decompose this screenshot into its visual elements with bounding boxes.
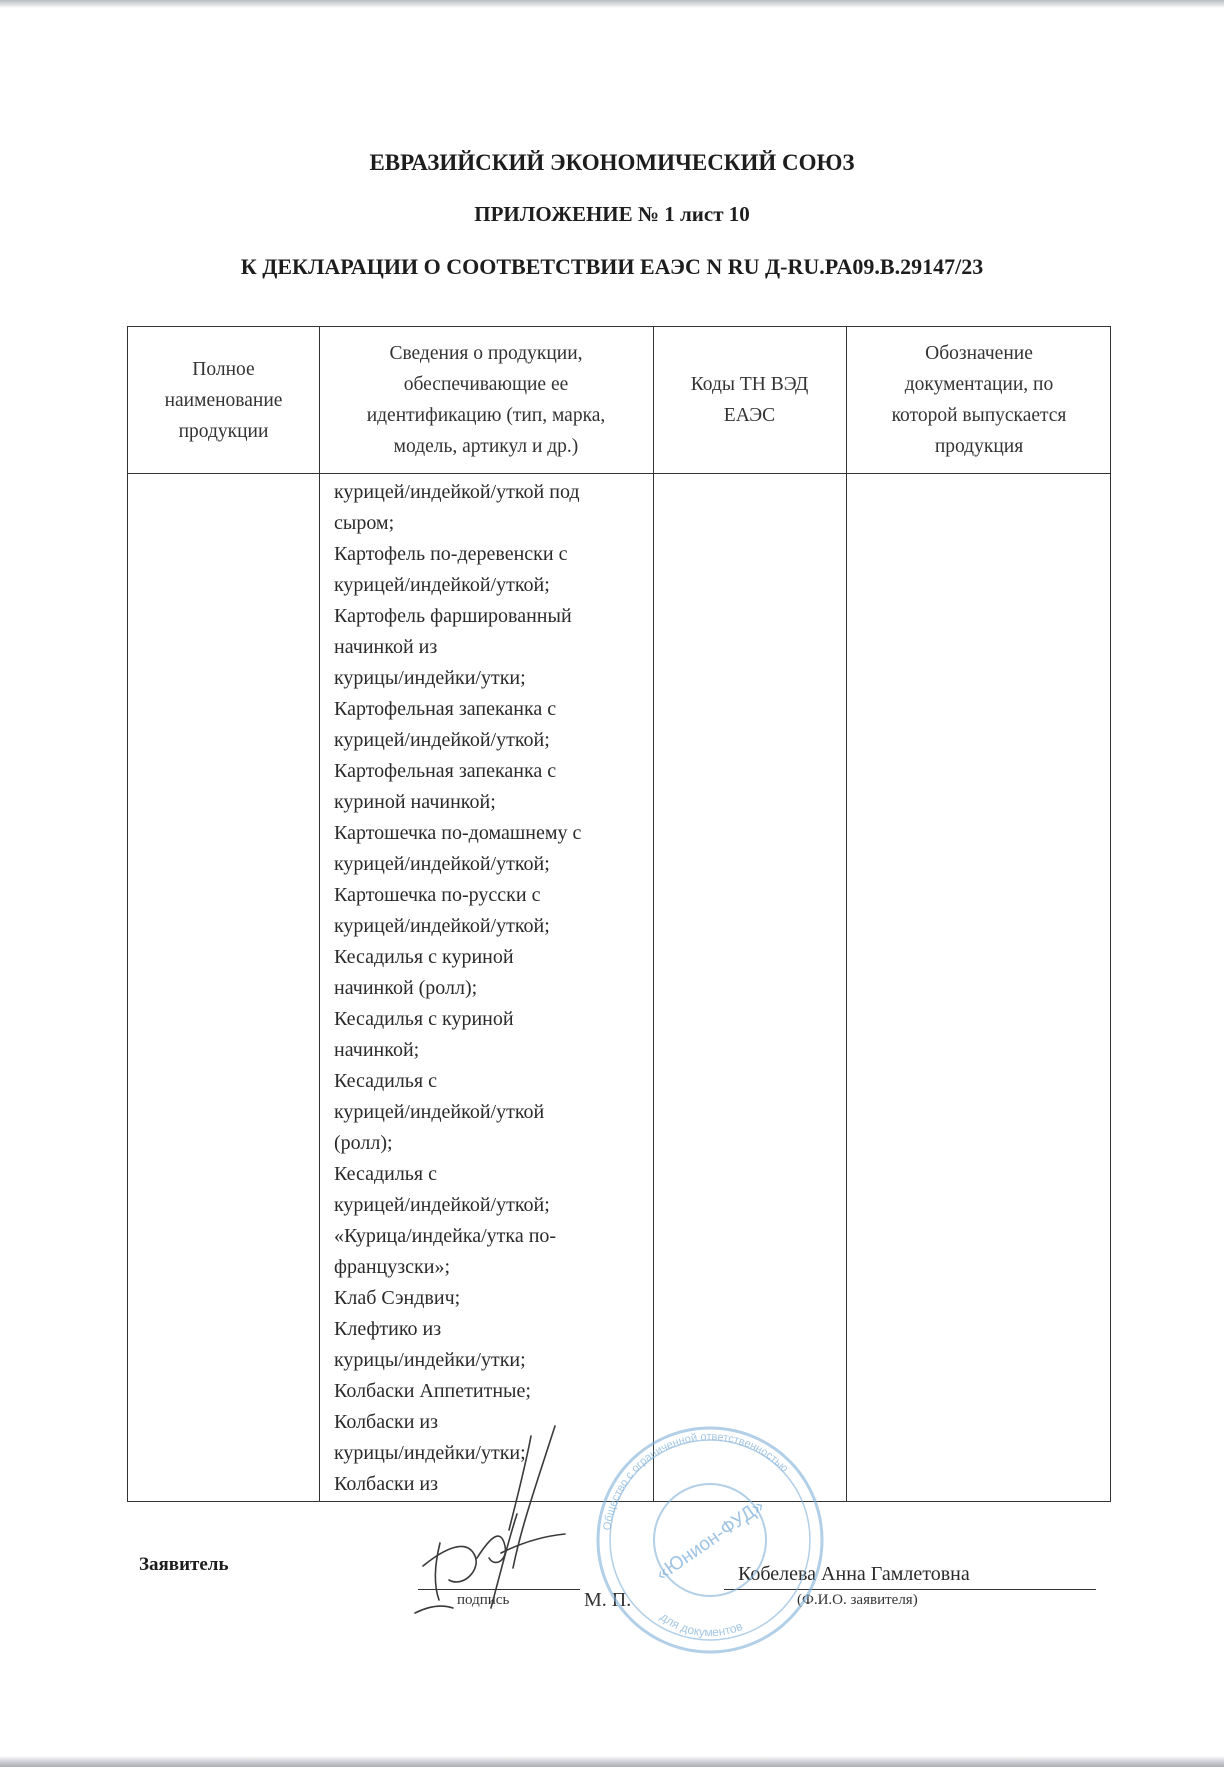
header-divider: [128, 473, 1110, 474]
product-table: [127, 326, 1111, 1502]
product-item-line: Картофель фаршированный: [334, 605, 572, 627]
product-item-line: Клефтико из: [334, 1318, 442, 1340]
product-item-line: курицей/индейкой/уткой;: [334, 729, 550, 751]
column-divider: [653, 327, 654, 1501]
product-item-line: Картошечка по-русски с: [334, 884, 541, 906]
column-divider: [319, 327, 320, 1501]
product-item-line: курицей/индейкой/уткой: [334, 1101, 545, 1123]
applicant-name: Кобелева Анна Гамлетовна: [738, 1563, 970, 1585]
product-item-line: Кесадилья с куриной: [334, 946, 514, 968]
header-documentation: Обозначение документации, по которой выпускается продукция: [891, 343, 1067, 457]
column-divider: [846, 327, 847, 1501]
product-item-line: курицы/индейки/утки;: [334, 1442, 526, 1464]
stamp-bottom-text: для документов: [657, 1609, 745, 1640]
product-item-line: французски»;: [334, 1256, 450, 1278]
union-title: ЕВРАЗИЙСКИЙ ЭКОНОМИЧЕСКИЙ СОЮЗ: [369, 150, 855, 175]
product-item-line: курицей/индейкой/уткой;: [334, 574, 550, 596]
product-item-line: начинкой из: [334, 636, 438, 658]
product-item-line: курицей/индейкой/уткой под: [334, 481, 580, 503]
product-items-list: [322, 477, 634, 1500]
product-item-line: Картофельная запеканка с: [334, 698, 557, 720]
header-product-name: Полное наименование продукции: [164, 358, 283, 442]
stamp-company-name: «Юнион-ФУД»: [652, 1495, 769, 1586]
product-item-line: Колбаски из: [334, 1473, 439, 1495]
header-tn-ved-codes: Коды ТН ВЭД ЕАЭС: [690, 374, 809, 426]
scan-edge-top: [0, 0, 1224, 8]
product-item-line: сыром;: [334, 512, 395, 534]
product-item-line: Картофель по-деревенски с: [334, 543, 568, 565]
scan-edge-bottom: [0, 1756, 1224, 1767]
product-item-line: курицы/индейки/утки;: [334, 667, 526, 689]
stamp-ring-text: Общество с ограниченной ответственностью: [601, 1430, 791, 1532]
product-item-line: Колбаски Аппетитные;: [334, 1380, 531, 1402]
svg-text:для документов: [658, 1610, 745, 1640]
declaration-title: К ДЕКЛАРАЦИИ О СООТВЕТСТВИИ ЕАЭС N RU Д-RU.PA09.B.29147/23: [240, 254, 984, 279]
product-item-line: Картошечка по-домашнему с: [334, 822, 582, 844]
product-item-line: Колбаски из: [334, 1411, 439, 1433]
signature-caption: подпись: [457, 1592, 510, 1608]
appendix-title: ПРИЛОЖЕНИЕ № 1 лист 10: [474, 202, 750, 226]
product-item-line: курицей/индейкой/уткой;: [334, 1194, 550, 1216]
product-item-line: начинкой (ролл);: [334, 977, 478, 999]
product-item-line: курицы/индейки/утки;: [334, 1349, 526, 1371]
company-stamp: [560, 1420, 860, 1660]
product-item-line: Картофельная запеканка с: [334, 760, 557, 782]
product-item-line: начинкой;: [334, 1039, 420, 1061]
seal-caption: М. П.: [584, 1589, 632, 1611]
header-product-info: Сведения о продукции, обеспечивающие ее идентификацию (тип, марка, модель, артикул и др.): [366, 343, 606, 457]
product-item-line: «Курица/индейка/утка по-: [334, 1225, 557, 1247]
product-item-line: Клаб Сэндвич;: [334, 1287, 461, 1309]
applicant-label: Заявитель: [139, 1554, 229, 1575]
product-item-line: курицей/индейкой/уткой;: [334, 915, 550, 937]
product-item-line: курицей/индейкой/уткой;: [334, 853, 550, 875]
product-item-line: Кесадилья с: [334, 1163, 438, 1185]
product-item-line: (ролл);: [334, 1132, 393, 1154]
name-caption: (Ф.И.О. заявителя): [797, 1592, 918, 1608]
product-item-line: Кесадилья с: [334, 1070, 438, 1092]
product-item-line: куриной начинкой;: [334, 791, 496, 813]
product-item-line: Кесадилья с куриной: [334, 1008, 514, 1030]
applicant-signature: [405, 1418, 580, 1618]
